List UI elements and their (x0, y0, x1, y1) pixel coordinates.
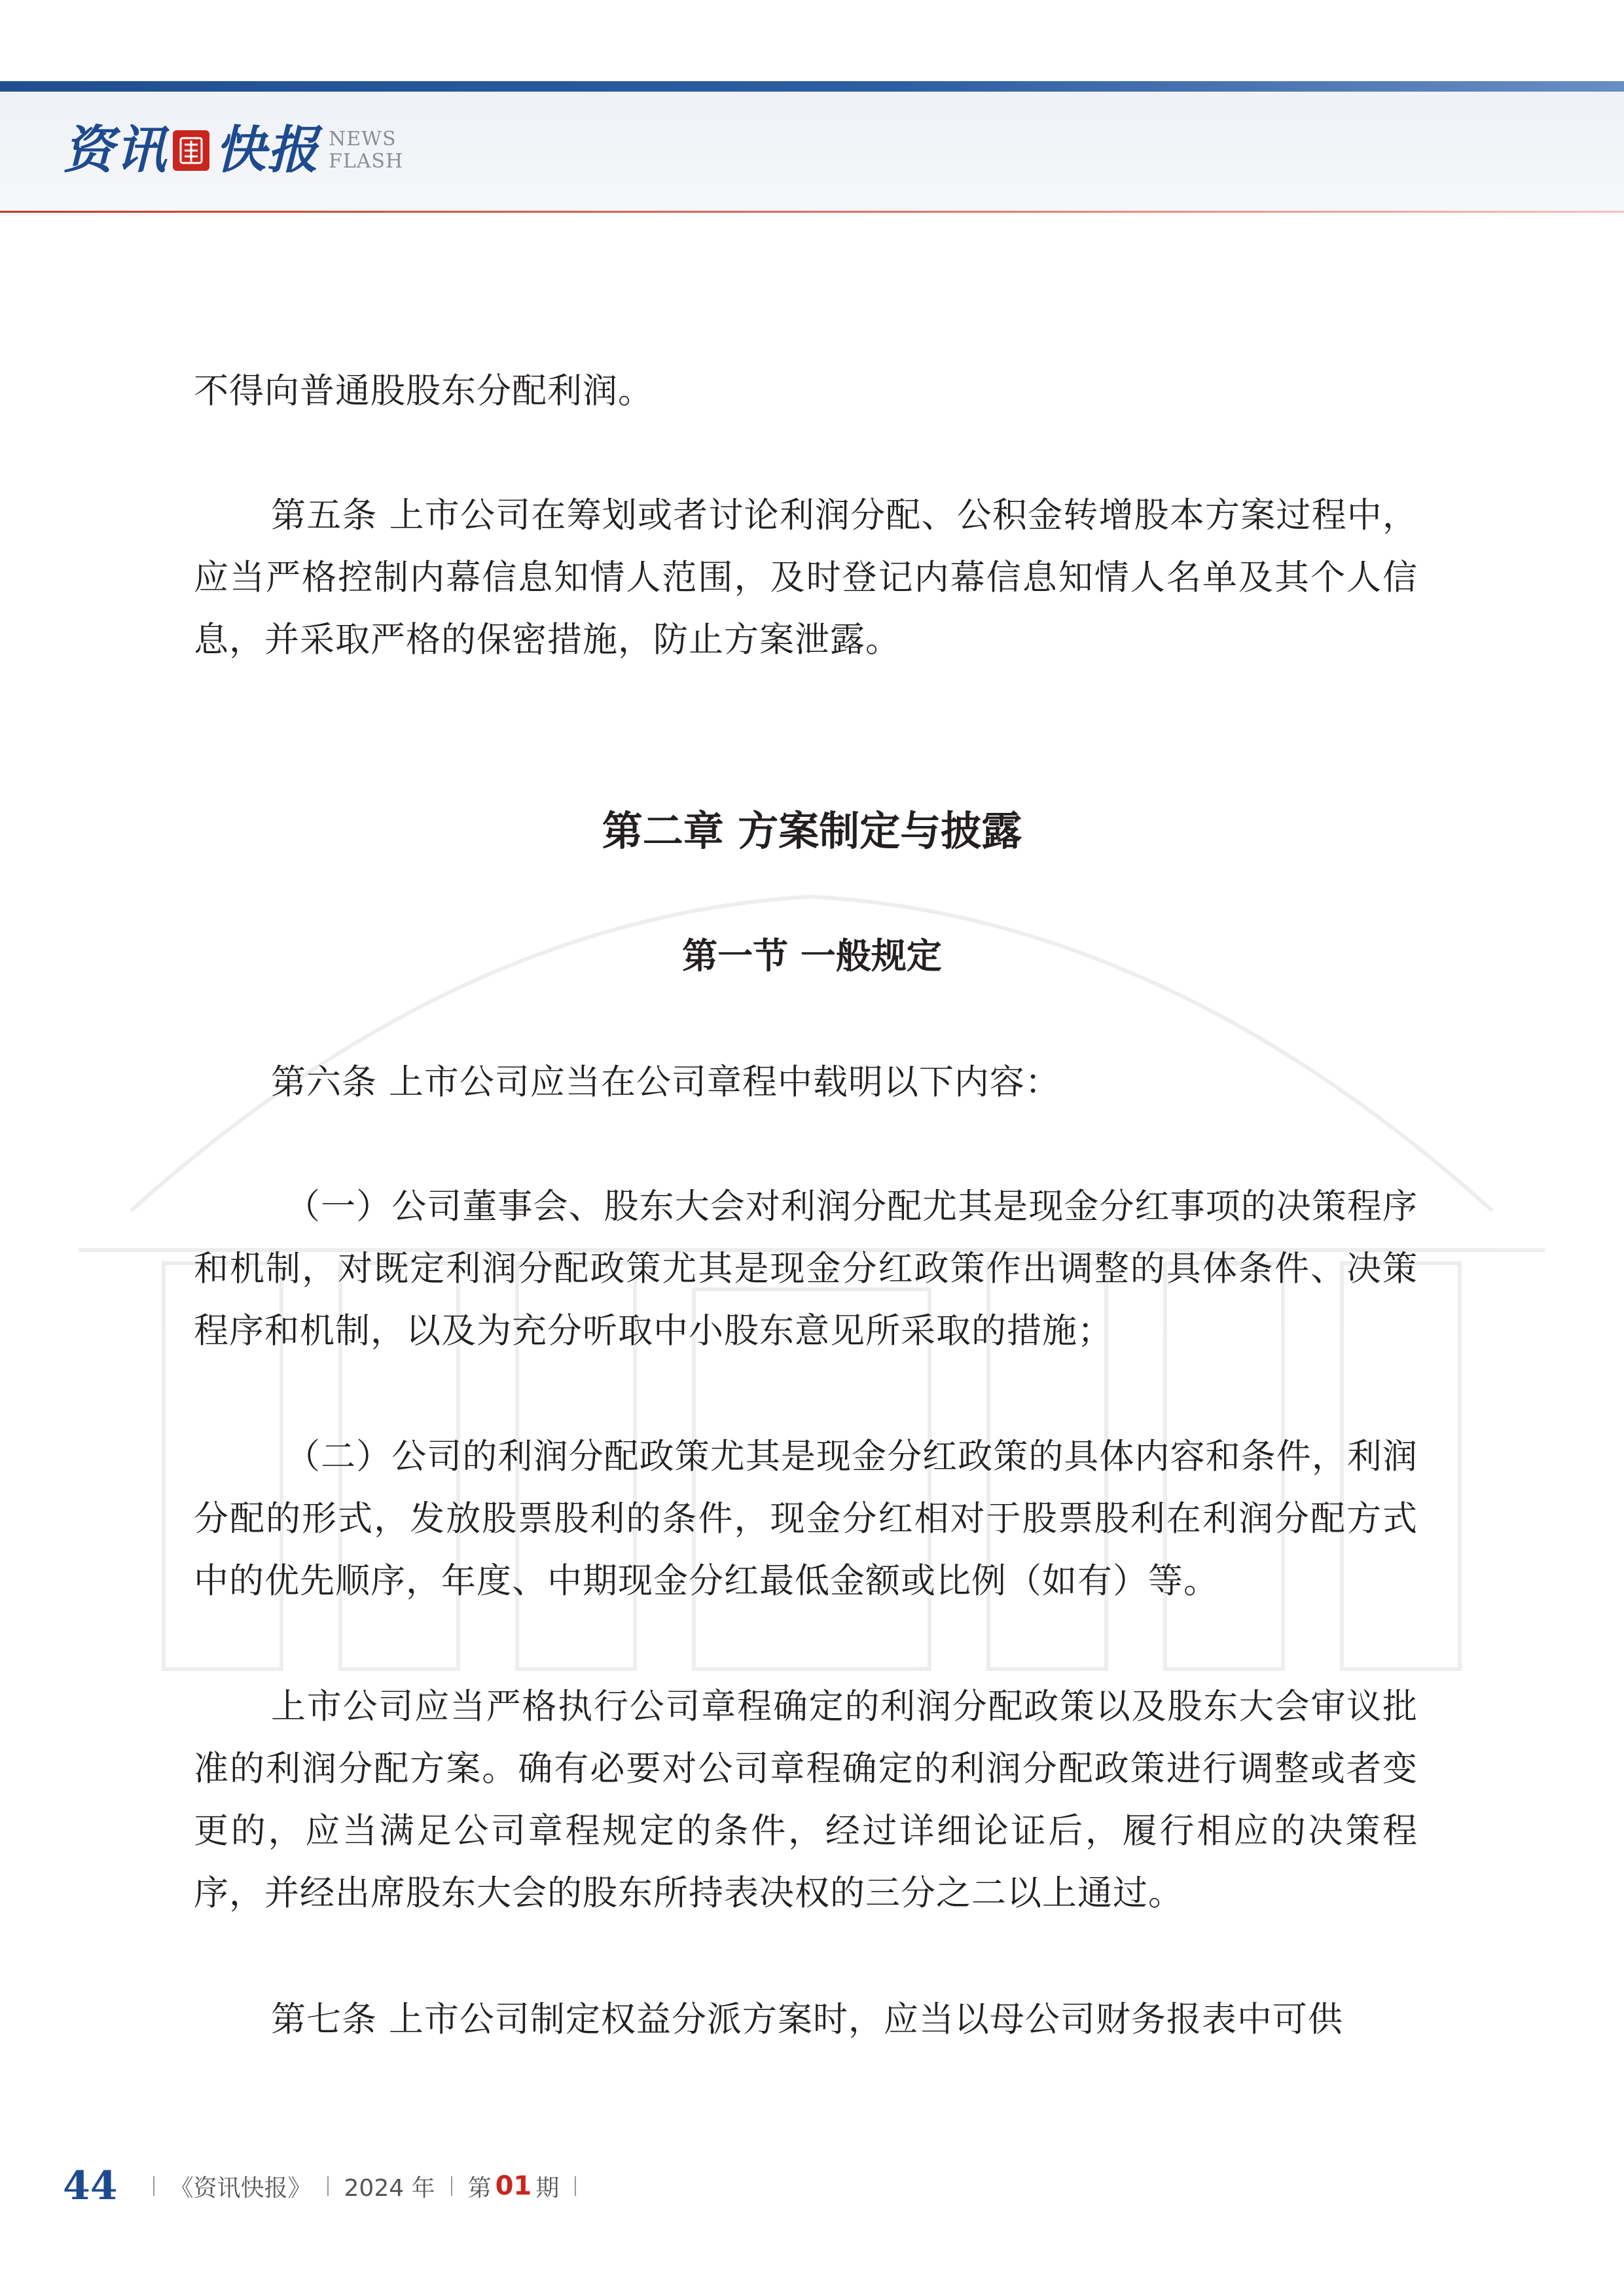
issue-year: 2024 年 (344, 2174, 435, 2202)
footer-divider (153, 2176, 154, 2196)
article-7-paragraph: 第七条 上市公司制定权益分派方案时，应当以母公司财务报表中可供 (271, 2000, 1343, 2039)
section-title: 第一节 一般规定 (682, 935, 942, 977)
publication-name: 《资讯快报》 (170, 2174, 312, 2202)
logo-text-right: 快报 (215, 120, 320, 180)
issue-prefix: 第 (467, 2174, 492, 2202)
issue-number: 01 (495, 2171, 532, 2201)
header-bottom-rule (0, 211, 1624, 213)
logo-en-flash: FLASH (329, 150, 404, 173)
chapter-title: 第二章 方案制定与披露 (602, 807, 1022, 855)
issue-suffix: 期 (535, 2174, 560, 2202)
page-footer (63, 2160, 592, 2212)
article-6-paragraph: 第六条 上市公司应当在公司章程中载明以下内容： (271, 1062, 1060, 1102)
article-6-item-2: （二）公司的利润分配政策尤其是现金分红政策的具体内容和条件，利润分配的形式，发放股票股利的条件，现金分红相对于股票股利在利润分配方式中的优先顺序，年度、中期现金分红最低金额或比例（如有）等。 (194, 1437, 1418, 1601)
logo-english (329, 128, 403, 173)
policy-execution-paragraph: 上市公司应当严格执行公司章程确定的利润分配政策以及股东大会审议批准的利润分配方案。确有必要对公司章程确定的利润分配政策进行调整或者变更的，应当满足公司章程规定的条件，经过详细论证后，履行相应的决策程序，并经出席股东大会的股东所持表决权的三分之二以上通过。 (194, 1687, 1418, 1913)
page-number: 44 (63, 2163, 118, 2209)
footer-divider (451, 2176, 452, 2196)
footer-divider (327, 2176, 329, 2196)
article-5-paragraph: 第五条 上市公司在筹划或者讨论利润分配、公积金转增股本方案过程中，应当严格控制内幕信息知情人范围，及时登记内幕信息知情人名单及其个人信息，并采取严格的保密措施，防止方案泄露。 (194, 495, 1418, 660)
article-6-item-1: （一）公司董事会、股东大会对利润分配尤其是现金分红事项的决策程序和机制，对既定利润分配政策尤其是现金分红政策作出调整的具体条件、决策程序和机制，以及为充分听取中小股东意见所采取的措施； (194, 1187, 1418, 1351)
masthead-logo (63, 115, 403, 187)
seal-icon (173, 130, 209, 171)
footer-divider (575, 2176, 576, 2196)
paragraph-continuation: 不得向普通股股东分配利润。 (194, 371, 653, 411)
logo-en-news: NEWS (329, 128, 397, 151)
logo-text-left: 资讯 (63, 120, 168, 180)
header-top-rule (0, 81, 1624, 92)
